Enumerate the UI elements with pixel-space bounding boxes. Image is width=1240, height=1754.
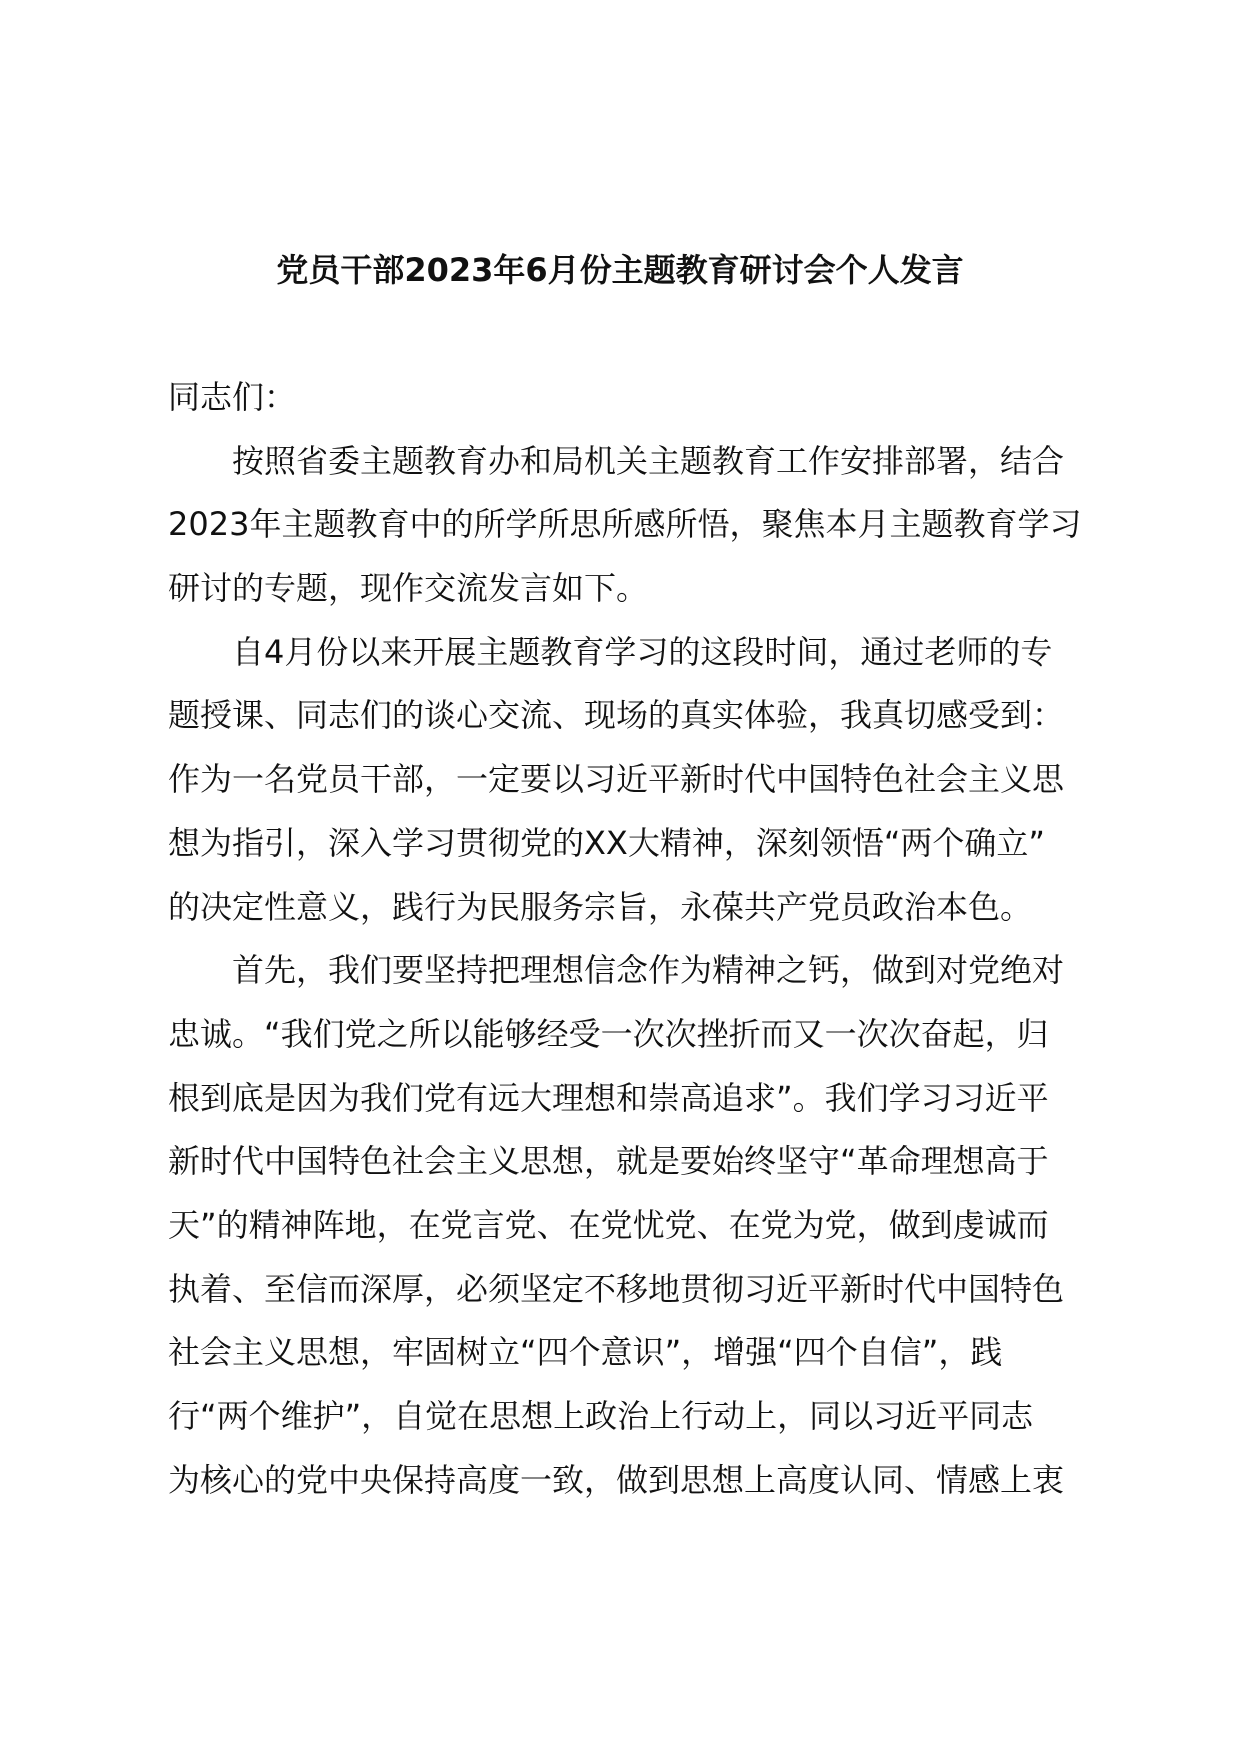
paragraph-1-line: 研讨的专题，现作交流发言如下。 xyxy=(168,569,649,608)
paragraph-3-line: 根到底是因为我们党有远大理想和崇高追求”。我们学习习近平 xyxy=(168,1078,1049,1117)
paragraph-2-line: 的决定性意义，践行为民服务宗旨，永葆共产党员政治本色。 xyxy=(168,887,1033,926)
document-body xyxy=(168,366,1108,1512)
paragraph-2-line: 题授课、同志们的谈心交流、现场的真实体验，我真切感受到： xyxy=(168,696,1065,735)
paragraph-3-line: 为核心的党中央保持高度一致，做到思想上高度认同、情感上衷 xyxy=(168,1460,1065,1499)
paragraph-2-line: 自4月份以来开展主题教育学习的这段时间，通过老师的专 xyxy=(232,632,1053,671)
paragraph-2-line: 作为一名党员干部，一定要以习近平新时代中国特色社会主义思 xyxy=(168,760,1065,799)
paragraph-3-line: 新时代中国特色社会主义思想，就是要始终坚守“革命理想高于 xyxy=(168,1142,1049,1181)
paragraph-1-line: 2023年主题教育中的所学所思所感所悟，聚焦本月主题教育学习 xyxy=(168,505,1082,544)
paragraph-3-line: 首先，我们要坚持把理想信念作为精神之钙，做到对党绝对 xyxy=(232,951,1065,990)
paragraph-3-line: 忠诚。“我们党之所以能够经受一次次挫折而又一次次奋起，归 xyxy=(168,1014,1049,1053)
paragraph-2-line: 想为指引，深入学习贯彻党的XX大精神，深刻领悟“两个确立” xyxy=(168,823,1046,862)
paragraph-3-line: 执着、至信而深厚，必须坚定不移地贯彻习近平新时代中国特色 xyxy=(168,1269,1065,1308)
paragraph-3-line: 社会主义思想，牢固树立“四个意识”，增强“四个自信”，践 xyxy=(168,1333,1003,1372)
paragraph-1-line: 按照省委主题教育办和局机关主题教育工作安排部署，结合 xyxy=(232,441,1065,480)
document-title: 党员干部2023年6月份主题教育研讨会个人发言 xyxy=(276,251,964,289)
paragraph-3-line: 天”的精神阵地，在党言党、在党忧党、在党为党，做到虔诚而 xyxy=(168,1205,1049,1244)
salutation: 同志们： xyxy=(168,378,297,416)
paragraph-3-line: 行“两个维护”，自觉在思想上政治上行动上，同以习近平同志 xyxy=(168,1397,1034,1435)
